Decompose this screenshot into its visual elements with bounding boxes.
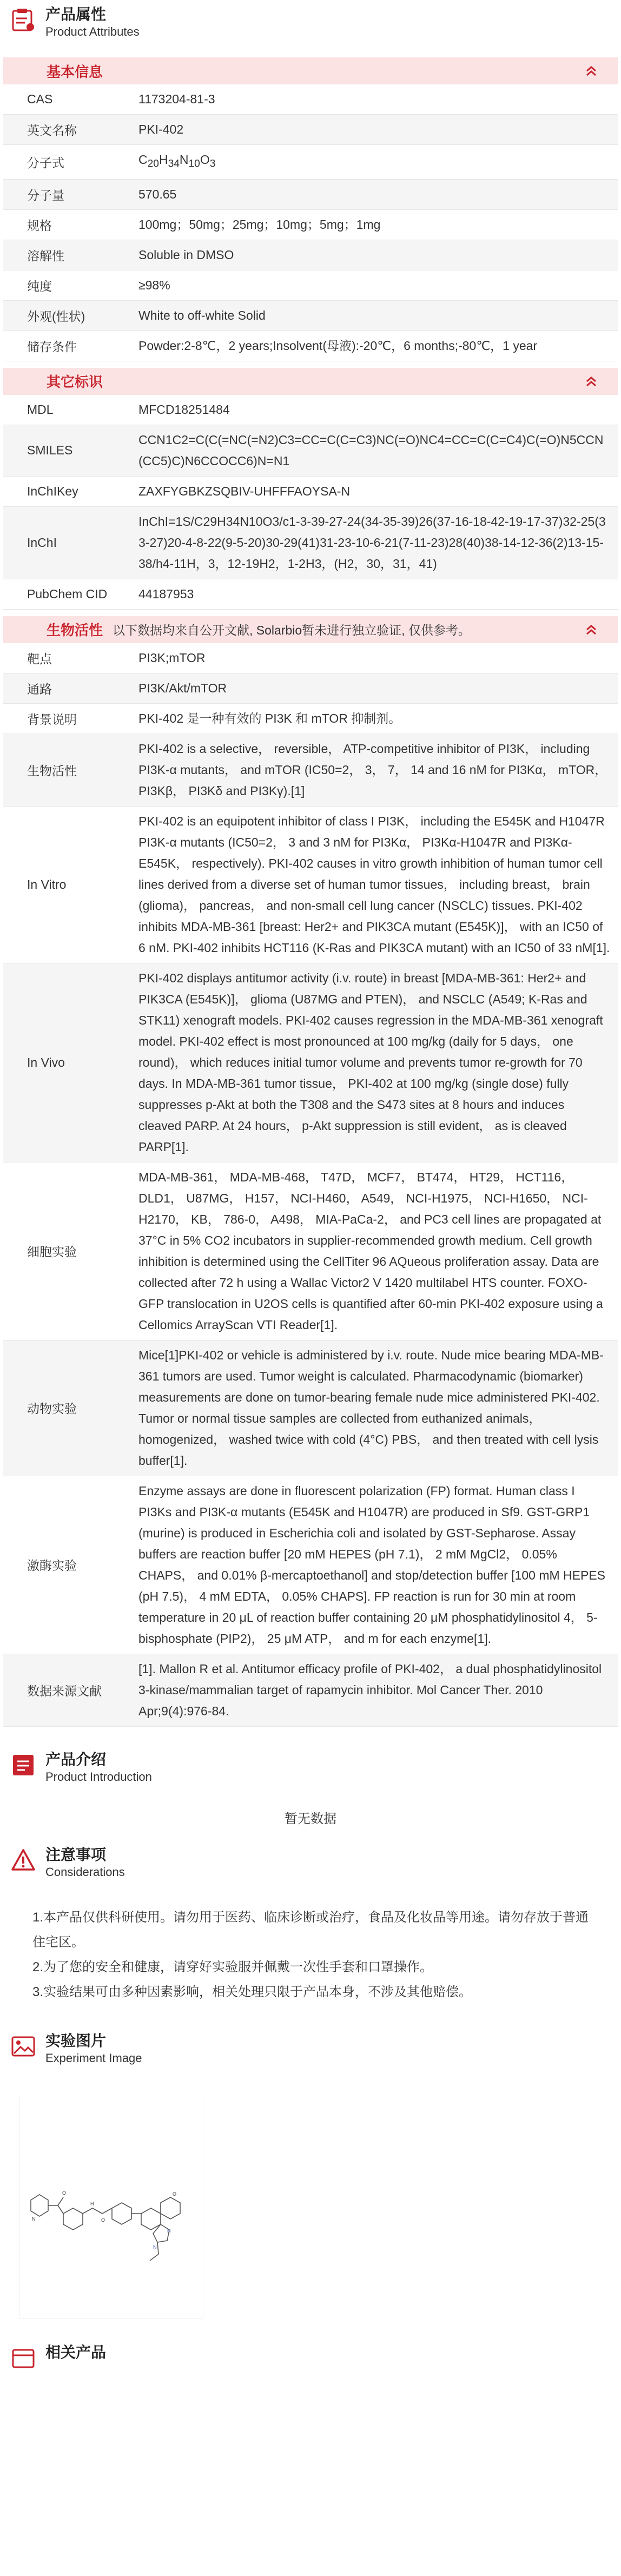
table-row — [3, 673, 618, 704]
formula-value: $C_{20}H_{34}N_{10}O_3$ — [138, 153, 216, 170]
row-key: 英文名称 — [27, 123, 77, 137]
table-row — [3, 145, 618, 180]
row-value: ≥98% — [138, 278, 170, 292]
attributes-header — [0, 0, 621, 49]
section-title: 相关产品 — [45, 2343, 107, 2361]
table-row — [3, 240, 618, 270]
svg-text:O: O — [173, 2191, 177, 2197]
table-row — [3, 1654, 618, 1727]
section-title: 产品介绍 — [45, 1751, 107, 1768]
image-icon — [11, 2034, 36, 2059]
table-row — [3, 1162, 618, 1340]
table-row — [3, 1340, 618, 1476]
table-row — [3, 84, 618, 115]
row-value: PKI-402 is an equipotent inhibitor of class I PI3K， including the E545K and H1047R PI3K-α mutants (IC50=2， 3 and 3 nM for PI3Kα， PI3Kα-H1047R and PI3Kα-E545K， respectively). PKI-402 causes in vitro growth inhibition of human tumor cell lines derived from a diverse set of human tumor tissues， including breast， brain (glioma)， pancreas， and non-small cell lung cancer (NSCLC) tissues. PKI-402 inhibits MDA-MB-361 [breast: Her2+ and PIK3CA mutant (E545K)]， with an IC50 of 6 nM. PKI-402 inhibits HCT116 (K-Ras and PIK3CA mutant) with an IC50 of 33 nM[1]. — [138, 814, 610, 955]
list-item: 1.本产品仅供科研使用。请勿用于医药、临床诊断或治疗，食品及化妆品等用途。请勿存放于普通住宅区。 — [32, 1910, 589, 1950]
chemical-structure-drawing — [20, 2097, 204, 2319]
row-value: PI3K/Akt/mTOR — [138, 681, 227, 695]
list-item: 2.为了您的安全和健康，请穿好实验服并佩戴一次性手套和口罩操作。 — [32, 1959, 433, 1974]
row-key: In Vitro — [27, 877, 67, 891]
row-key: 生物活性 — [27, 763, 77, 778]
document-icon — [11, 1753, 36, 1778]
table-row — [3, 579, 618, 610]
row-value: ZAXFYGBKZSQBIV-UHFFFAOYSA-N — [138, 484, 351, 498]
section-subtitle: Product Attributes — [45, 25, 140, 38]
empty-state-text: 暂无数据 — [285, 1811, 336, 1826]
bio-activity-table — [0, 643, 621, 1727]
table-row — [3, 643, 618, 673]
row-key: 靶点 — [27, 651, 52, 666]
table-row — [3, 425, 618, 477]
section-title: 产品属性 — [45, 6, 107, 23]
row-key: 分子式 — [27, 155, 64, 170]
table-row — [3, 210, 618, 240]
experiment-image-header — [0, 2026, 621, 2075]
row-key: SMILES — [27, 443, 73, 458]
row-key: PubChem CID — [27, 586, 108, 601]
intro-header — [0, 1745, 621, 1794]
row-key: 动物实验 — [27, 1402, 77, 1416]
clipboard-icon — [11, 8, 36, 32]
row-value: MDA-MB-361， MDA-MB-468， T47D， MCF7， BT474， HT29， HCT116， DLD1， U87MG， H157， NCI-H460， A549， NCI-H1975， NCI-H1650， NCI-H2170， KB， 786-0， A498， MIA-PaCa-2， and PC3 cell lines are propagated at 37°C in 5% CO2 incubators in supplier-recommended growth medium. Cell growth inhibition is determined using the CellTiter 96 AQueous proliferation assay. Data are collected after 72 h using a Wallac Victor2 V 1420 multilabel HTS counter. FOXO-GFP translocation in U2OS cells is quantified after 60-min PKI-402 exposure using a Cellomics ArrayScan VTI Reader[1]. — [138, 1170, 603, 1332]
other-ids-table — [0, 395, 621, 610]
table-row — [3, 270, 618, 301]
section-subtitle: Product Introduction — [45, 1769, 152, 1784]
row-value: 1173204-81-3 — [138, 92, 215, 106]
products-icon — [11, 2346, 36, 2370]
row-value: 570.65 — [138, 187, 177, 201]
row-value: PKI-402 is a selective， reversible， ATP-competitive inhibitor of PI3K， including PI3K-α mutants， and mTOR (IC50=2， 3， 7， 14 and 16 nM for PI3Kα， mTOR， PI3Kβ， PI3Kδ and PI3Kγ).[1] — [138, 741, 607, 798]
list-item: 3.实验结果可由多种因素影响，相关处理只限于产品本身，不涉及其他赔偿。 — [32, 1984, 472, 1999]
row-key: MDL — [27, 402, 54, 417]
band-title: 基本信息 — [47, 63, 103, 80]
row-value: Enzyme assays are done in fluorescent polarization (FP) format. Human class I PI3Ks and PI3K-α mutants (E545K and H1047R) are produced in Sf9. GST-GRP1 (murine) is produced in Escherichia coli and isolated by GST-Sepharose. Assay buffers are reaction buffer [20 mM HEPES (pH 7.1)， 2 mM MgCl2， 0.05% CHAPS， and 0.01% β-mercaptoethanol] and stop/detection buffer [100 mM HEPES (pH 7.5)， 4 mM EDTA， 0.05% CHAPS]. FP reaction is run for 30 min at room temperature in 20 μL of reaction buffer containing 20 μM phosphatidylinositol 4， 5-bisphosphate (PIP2)， 25 μM ATP， and m for each enzyme[1]. — [138, 1483, 605, 1646]
related-header — [0, 2338, 621, 2387]
row-key: In Vivo — [27, 1055, 65, 1069]
table-row — [3, 963, 618, 1162]
basic-info-band[interactable] — [3, 57, 618, 84]
row-key: 外观(性状) — [27, 309, 85, 323]
row-value: 44187953 — [138, 586, 194, 601]
basic-info-table — [0, 84, 621, 361]
chevron-up-icon[interactable] — [584, 623, 598, 637]
row-value: 100mg；50mg；25mg；10mg；5mg；1mg — [138, 217, 381, 232]
section-subtitle: Experiment Image — [45, 2051, 142, 2065]
row-value: PKI-402 是一种有效的 PI3K 和 mTOR 抑制剂。 — [138, 711, 401, 725]
considerations-header — [0, 1840, 621, 1889]
row-key: 分子量 — [27, 188, 64, 202]
svg-text:H: H — [90, 2201, 94, 2207]
table-row — [3, 807, 618, 963]
table-row — [3, 331, 618, 361]
other-ids-band[interactable] — [3, 368, 618, 395]
warning-icon — [11, 1848, 36, 1873]
row-key: 通路 — [27, 682, 52, 696]
row-value: PI3K;mTOR — [138, 650, 206, 665]
row-value: Powder:2-8℃，2 years;Insolvent(母液):-20℃，6 months;-80℃，1 year — [138, 338, 538, 353]
band-title: 其它标识 — [47, 374, 103, 391]
row-value: CCN1C2=C(C(=NC(=N2)C3=CC=C(C=C3)NC(=O)NC4=CC=C(C=C4)C(=O)N5CCN(CC5)C)N6CCOCC6)N=N1 — [138, 432, 604, 468]
section-title: 注意事项 — [45, 1846, 107, 1863]
svg-text:N: N — [32, 2216, 36, 2222]
bio-activity-band[interactable] — [3, 616, 618, 643]
row-key: 溶解性 — [27, 248, 64, 263]
table-row — [3, 734, 618, 807]
section-subtitle: Considerations — [45, 1865, 125, 1879]
table-row — [3, 477, 618, 507]
structure-image[interactable] — [19, 2097, 203, 2319]
row-key: 纯度 — [27, 279, 52, 293]
row-key: InChIKey — [27, 484, 78, 498]
svg-text:O: O — [101, 2217, 105, 2223]
section-title: 实验图片 — [45, 2032, 107, 2049]
row-key: 规格 — [27, 218, 52, 233]
band-note: 以下数据均来自公开文献, Solarbio暂未进行独立验证, 仅供参考。 — [113, 623, 471, 638]
chevron-up-icon[interactable] — [584, 64, 598, 78]
chevron-up-icon[interactable] — [584, 374, 598, 388]
row-key: 细胞实验 — [27, 1245, 77, 1259]
row-value: White to off-white Solid — [138, 308, 266, 322]
table-row — [3, 115, 618, 145]
row-value: PKI-402 displays antitumor activity (i.v. route) in breast [MDA-MB-361: Her2+ and PIK3CA (E545K)]， glioma (U87MG and PTEN)， and NSCLC (A549; K-Ras and STK11) xenograft models. PKI-402 causes regression in the MDA-MB-361 xenograft model. PKI-402 effect is most pronounced at 100 mg/kg (daily for 5 days， one round)， which reduces initial tumor volume and prevents tumor re-growth for 70 days. In MDA-MB-361 tumor tissue， PKI-402 at 100 mg/kg (single dose) fully suppresses p-Akt at both the T308 and the S473 sites at 8 hours and induces cleaved PARP. At 24 hours， p-Akt suppression is still evident， as is cleaved PARP[1]. — [138, 970, 603, 1154]
row-key: 背景说明 — [27, 712, 77, 726]
svg-text:N: N — [167, 2228, 171, 2234]
band-title: 生物活性 — [47, 622, 103, 639]
row-key: InChI — [27, 535, 57, 550]
row-value: MFCD18251484 — [138, 402, 230, 417]
table-row — [3, 704, 618, 734]
table-row — [3, 301, 618, 331]
row-value: Mice[1]PKI-402 or vehicle is administered by i.v. route. Nude mice bearing MDA-MB-361 tumors are used. Tumor weight is calculated. Pharmacodynamic (biomarker) measurements are done on tumor-bearing female nude mice administered PKI-402. Tumor or normal tissue samples are collected from euthanized animals， homogenized， washed twice with cold (4°C) PBS， and then treated with cell lysis buffer[1]. — [138, 1348, 604, 1468]
row-value: PKI-402 — [138, 122, 184, 136]
row-value: InChI=1S/C29H34N10O3/c1-3-39-27-24(34-35-39)26(37-16-18-42-19-17-37)32-25(33-27)20-4-8-22(9-5-20)30-29(41)31-23-10-6-21(7-11-23)28(40)38-14-12-36(2)13-15-38/h4-11H，3，12-19H2，1-2H3，(H2，30，31，41) — [138, 514, 606, 571]
table-row — [3, 1476, 618, 1654]
row-value: Soluble in DMSO — [138, 247, 234, 262]
considerations-list — [0, 1889, 621, 2005]
row-key: 储存条件 — [27, 339, 77, 354]
table-row — [3, 180, 618, 210]
row-key: 激酶实验 — [27, 1558, 77, 1573]
row-key: 数据来源文献 — [27, 1683, 102, 1698]
svg-text:N: N — [153, 2244, 157, 2250]
svg-text:O: O — [62, 2190, 67, 2196]
table-row — [3, 507, 618, 579]
row-value: [1]. Mallon R et al. Antitumor efficacy profile of PKI-402， a dual phosphatidylinositol 3-kinase/mammalian target of rapamycin inhibitor. Mol Cancer Ther. 2010 Apr;9(4):976-84. — [138, 1661, 602, 1718]
row-key: CAS — [27, 92, 53, 106]
table-row — [3, 395, 618, 425]
